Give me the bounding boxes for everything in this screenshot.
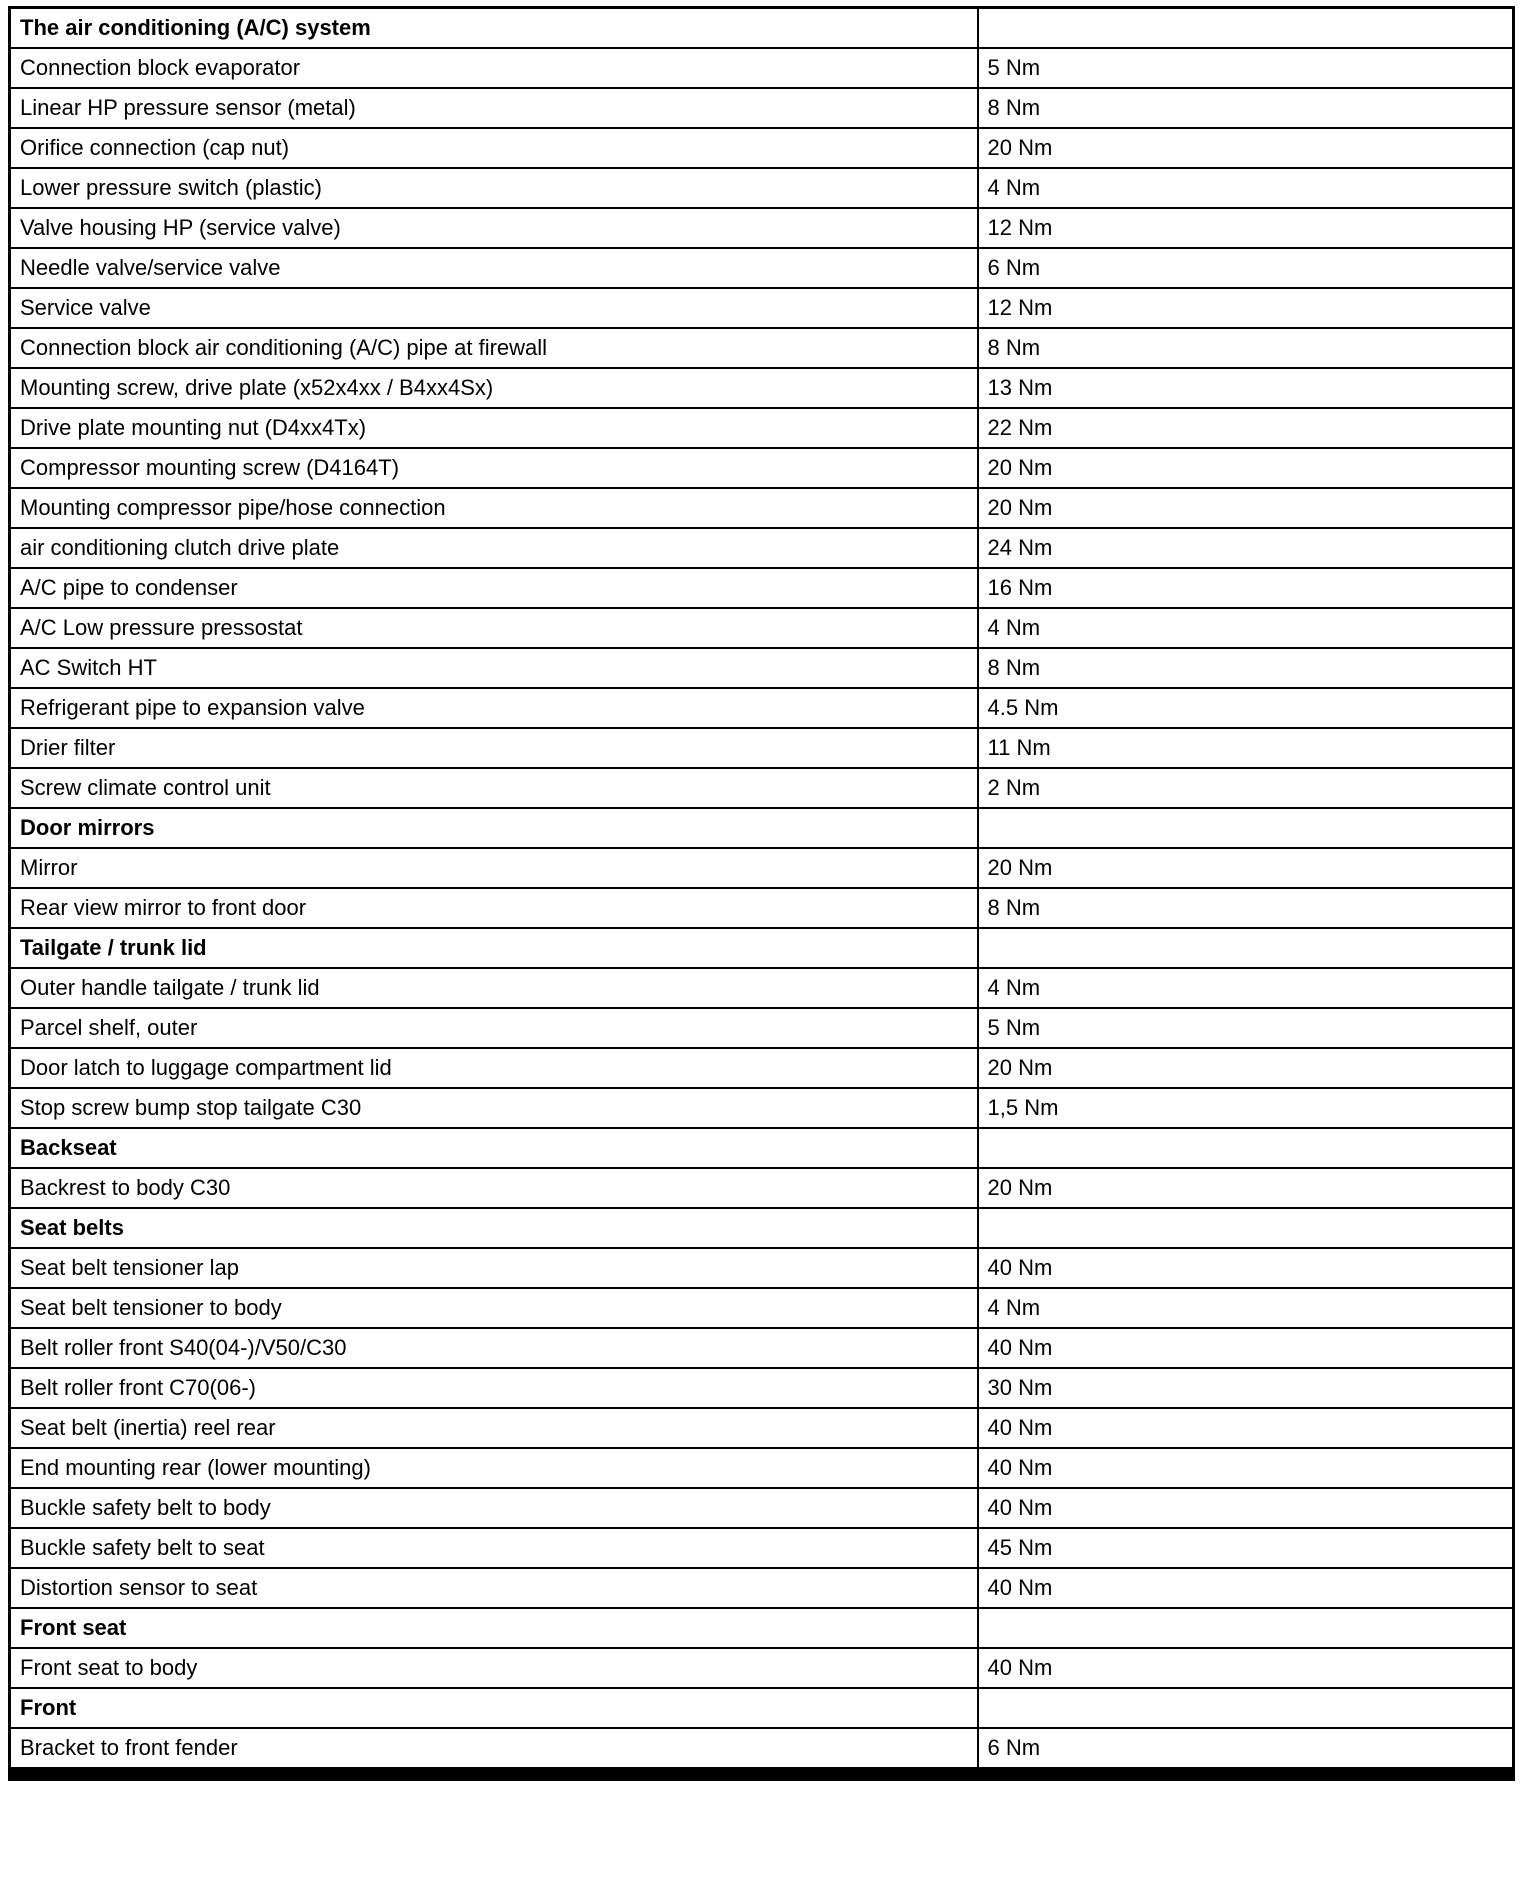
row-torque-value: 20 Nm [978,488,1514,528]
table-row [10,528,1514,568]
row-torque-value: 5 Nm [978,48,1514,88]
row-torque-value [978,1688,1514,1728]
row-torque-value: 24 Nm [978,528,1514,568]
table-row [10,1168,1514,1208]
row-label: Seat belt tensioner to body [10,1288,978,1328]
row-torque-value [978,1128,1514,1168]
row-torque-value: 20 Nm [978,848,1514,888]
row-torque-value: 6 Nm [978,1728,1514,1774]
row-label: Mirror [10,848,978,888]
row-torque-value: 8 Nm [978,888,1514,928]
section-header-row [10,1688,1514,1728]
row-torque-value: 4 Nm [978,608,1514,648]
row-label: Seat belt tensioner lap [10,1248,978,1288]
row-label: Belt roller front S40(04-)/V50/C30 [10,1328,978,1368]
table-row [10,248,1514,288]
table-row [10,848,1514,888]
row-torque-value: 40 Nm [978,1568,1514,1608]
row-torque-value: 30 Nm [978,1368,1514,1408]
row-torque-value: 4 Nm [978,1288,1514,1328]
row-torque-value: 12 Nm [978,208,1514,248]
table-row [10,1648,1514,1688]
row-label: Buckle safety belt to body [10,1488,978,1528]
table-row [10,608,1514,648]
row-label: Buckle safety belt to seat [10,1528,978,1568]
table-row [10,1008,1514,1048]
table-row [10,968,1514,1008]
row-label: Linear HP pressure sensor (metal) [10,88,978,128]
row-torque-value: 11 Nm [978,728,1514,768]
table-row [10,1408,1514,1448]
row-torque-value: 6 Nm [978,248,1514,288]
row-label: AC Switch HT [10,648,978,688]
row-torque-value: 22 Nm [978,408,1514,448]
table-row [10,208,1514,248]
table-row [10,48,1514,88]
row-label: Front seat [10,1608,978,1648]
table-row [10,648,1514,688]
row-torque-value [978,808,1514,848]
row-torque-value: 45 Nm [978,1528,1514,1568]
table-row [10,1488,1514,1528]
row-torque-value [978,1608,1514,1648]
table-row [10,408,1514,448]
table-row [10,288,1514,328]
row-label: Door mirrors [10,808,978,848]
row-torque-value: 4.5 Nm [978,688,1514,728]
row-label: Connection block air conditioning (A/C) pipe at firewall [10,328,978,368]
row-label: Mounting compressor pipe/hose connection [10,488,978,528]
row-label: Seat belt (inertia) reel rear [10,1408,978,1448]
row-label: Backrest to body C30 [10,1168,978,1208]
table-row [10,1088,1514,1128]
row-torque-value: 40 Nm [978,1328,1514,1368]
row-torque-value [978,928,1514,968]
row-torque-value: 13 Nm [978,368,1514,408]
row-label: Mounting screw, drive plate (x52x4xx / B4xx4Sx) [10,368,978,408]
table-row [10,1528,1514,1568]
table-row [10,728,1514,768]
row-label: Drier filter [10,728,978,768]
row-torque-value: 40 Nm [978,1248,1514,1288]
table-row [10,1448,1514,1488]
row-torque-value: 2 Nm [978,768,1514,808]
row-torque-value: 40 Nm [978,1488,1514,1528]
row-label: Needle valve/service valve [10,248,978,288]
table-row [10,1368,1514,1408]
row-label: Seat belts [10,1208,978,1248]
row-label: Service valve [10,288,978,328]
section-header-row [10,808,1514,848]
row-label: Compressor mounting screw (D4164T) [10,448,978,488]
row-label: Orifice connection (cap nut) [10,128,978,168]
row-torque-value: 20 Nm [978,1048,1514,1088]
row-torque-value: 20 Nm [978,448,1514,488]
table-row [10,1568,1514,1608]
row-label: End mounting rear (lower mounting) [10,1448,978,1488]
row-label: air conditioning clutch drive plate [10,528,978,568]
row-label: Refrigerant pipe to expansion valve [10,688,978,728]
table-row [10,88,1514,128]
table-row [10,688,1514,728]
table-row [10,488,1514,528]
section-header-row [10,8,1514,49]
row-torque-value: 40 Nm [978,1648,1514,1688]
row-torque-value: 8 Nm [978,328,1514,368]
table-row [10,1728,1514,1774]
section-header-row [10,1608,1514,1648]
table-row [10,448,1514,488]
row-label: Distortion sensor to seat [10,1568,978,1608]
row-torque-value: 5 Nm [978,1008,1514,1048]
torque-spec-table [8,6,1515,1781]
row-torque-value [978,8,1514,49]
row-label: Belt roller front C70(06-) [10,1368,978,1408]
table-row [10,768,1514,808]
table-row [10,1328,1514,1368]
row-label: Screw climate control unit [10,768,978,808]
table-row [10,1288,1514,1328]
row-torque-value: 12 Nm [978,288,1514,328]
table-row [10,328,1514,368]
row-label: Backseat [10,1128,978,1168]
row-torque-value: 1,5 Nm [978,1088,1514,1128]
row-torque-value: 16 Nm [978,568,1514,608]
table-row [10,888,1514,928]
table-row [10,128,1514,168]
section-header-row [10,928,1514,968]
row-label: Front [10,1688,978,1728]
row-label: Lower pressure switch (plastic) [10,168,978,208]
row-torque-value: 8 Nm [978,648,1514,688]
table-row [10,168,1514,208]
torque-spec-table-body [10,8,1514,1775]
row-label: Front seat to body [10,1648,978,1688]
row-torque-value [978,1208,1514,1248]
row-label: The air conditioning (A/C) system [10,8,978,49]
row-torque-value: 20 Nm [978,1168,1514,1208]
row-torque-value: 4 Nm [978,168,1514,208]
row-label: A/C Low pressure pressostat [10,608,978,648]
row-label: Parcel shelf, outer [10,1008,978,1048]
row-label: Bracket to front fender [10,1728,978,1774]
table-row [10,1048,1514,1088]
row-label: Door latch to luggage compartment lid [10,1048,978,1088]
row-label: Rear view mirror to front door [10,888,978,928]
row-torque-value: 20 Nm [978,128,1514,168]
row-label: A/C pipe to condenser [10,568,978,608]
section-header-row [10,1128,1514,1168]
row-label: Tailgate / trunk lid [10,928,978,968]
row-label: Drive plate mounting nut (D4xx4Tx) [10,408,978,448]
row-torque-value: 8 Nm [978,88,1514,128]
table-row [10,1248,1514,1288]
row-label: Outer handle tailgate / trunk lid [10,968,978,1008]
row-label: Valve housing HP (service valve) [10,208,978,248]
table-row [10,568,1514,608]
row-label: Stop screw bump stop tailgate C30 [10,1088,978,1128]
row-torque-value: 40 Nm [978,1408,1514,1448]
table-row [10,368,1514,408]
row-torque-value: 40 Nm [978,1448,1514,1488]
row-label: Connection block evaporator [10,48,978,88]
section-header-row [10,1208,1514,1248]
row-torque-value: 4 Nm [978,968,1514,1008]
